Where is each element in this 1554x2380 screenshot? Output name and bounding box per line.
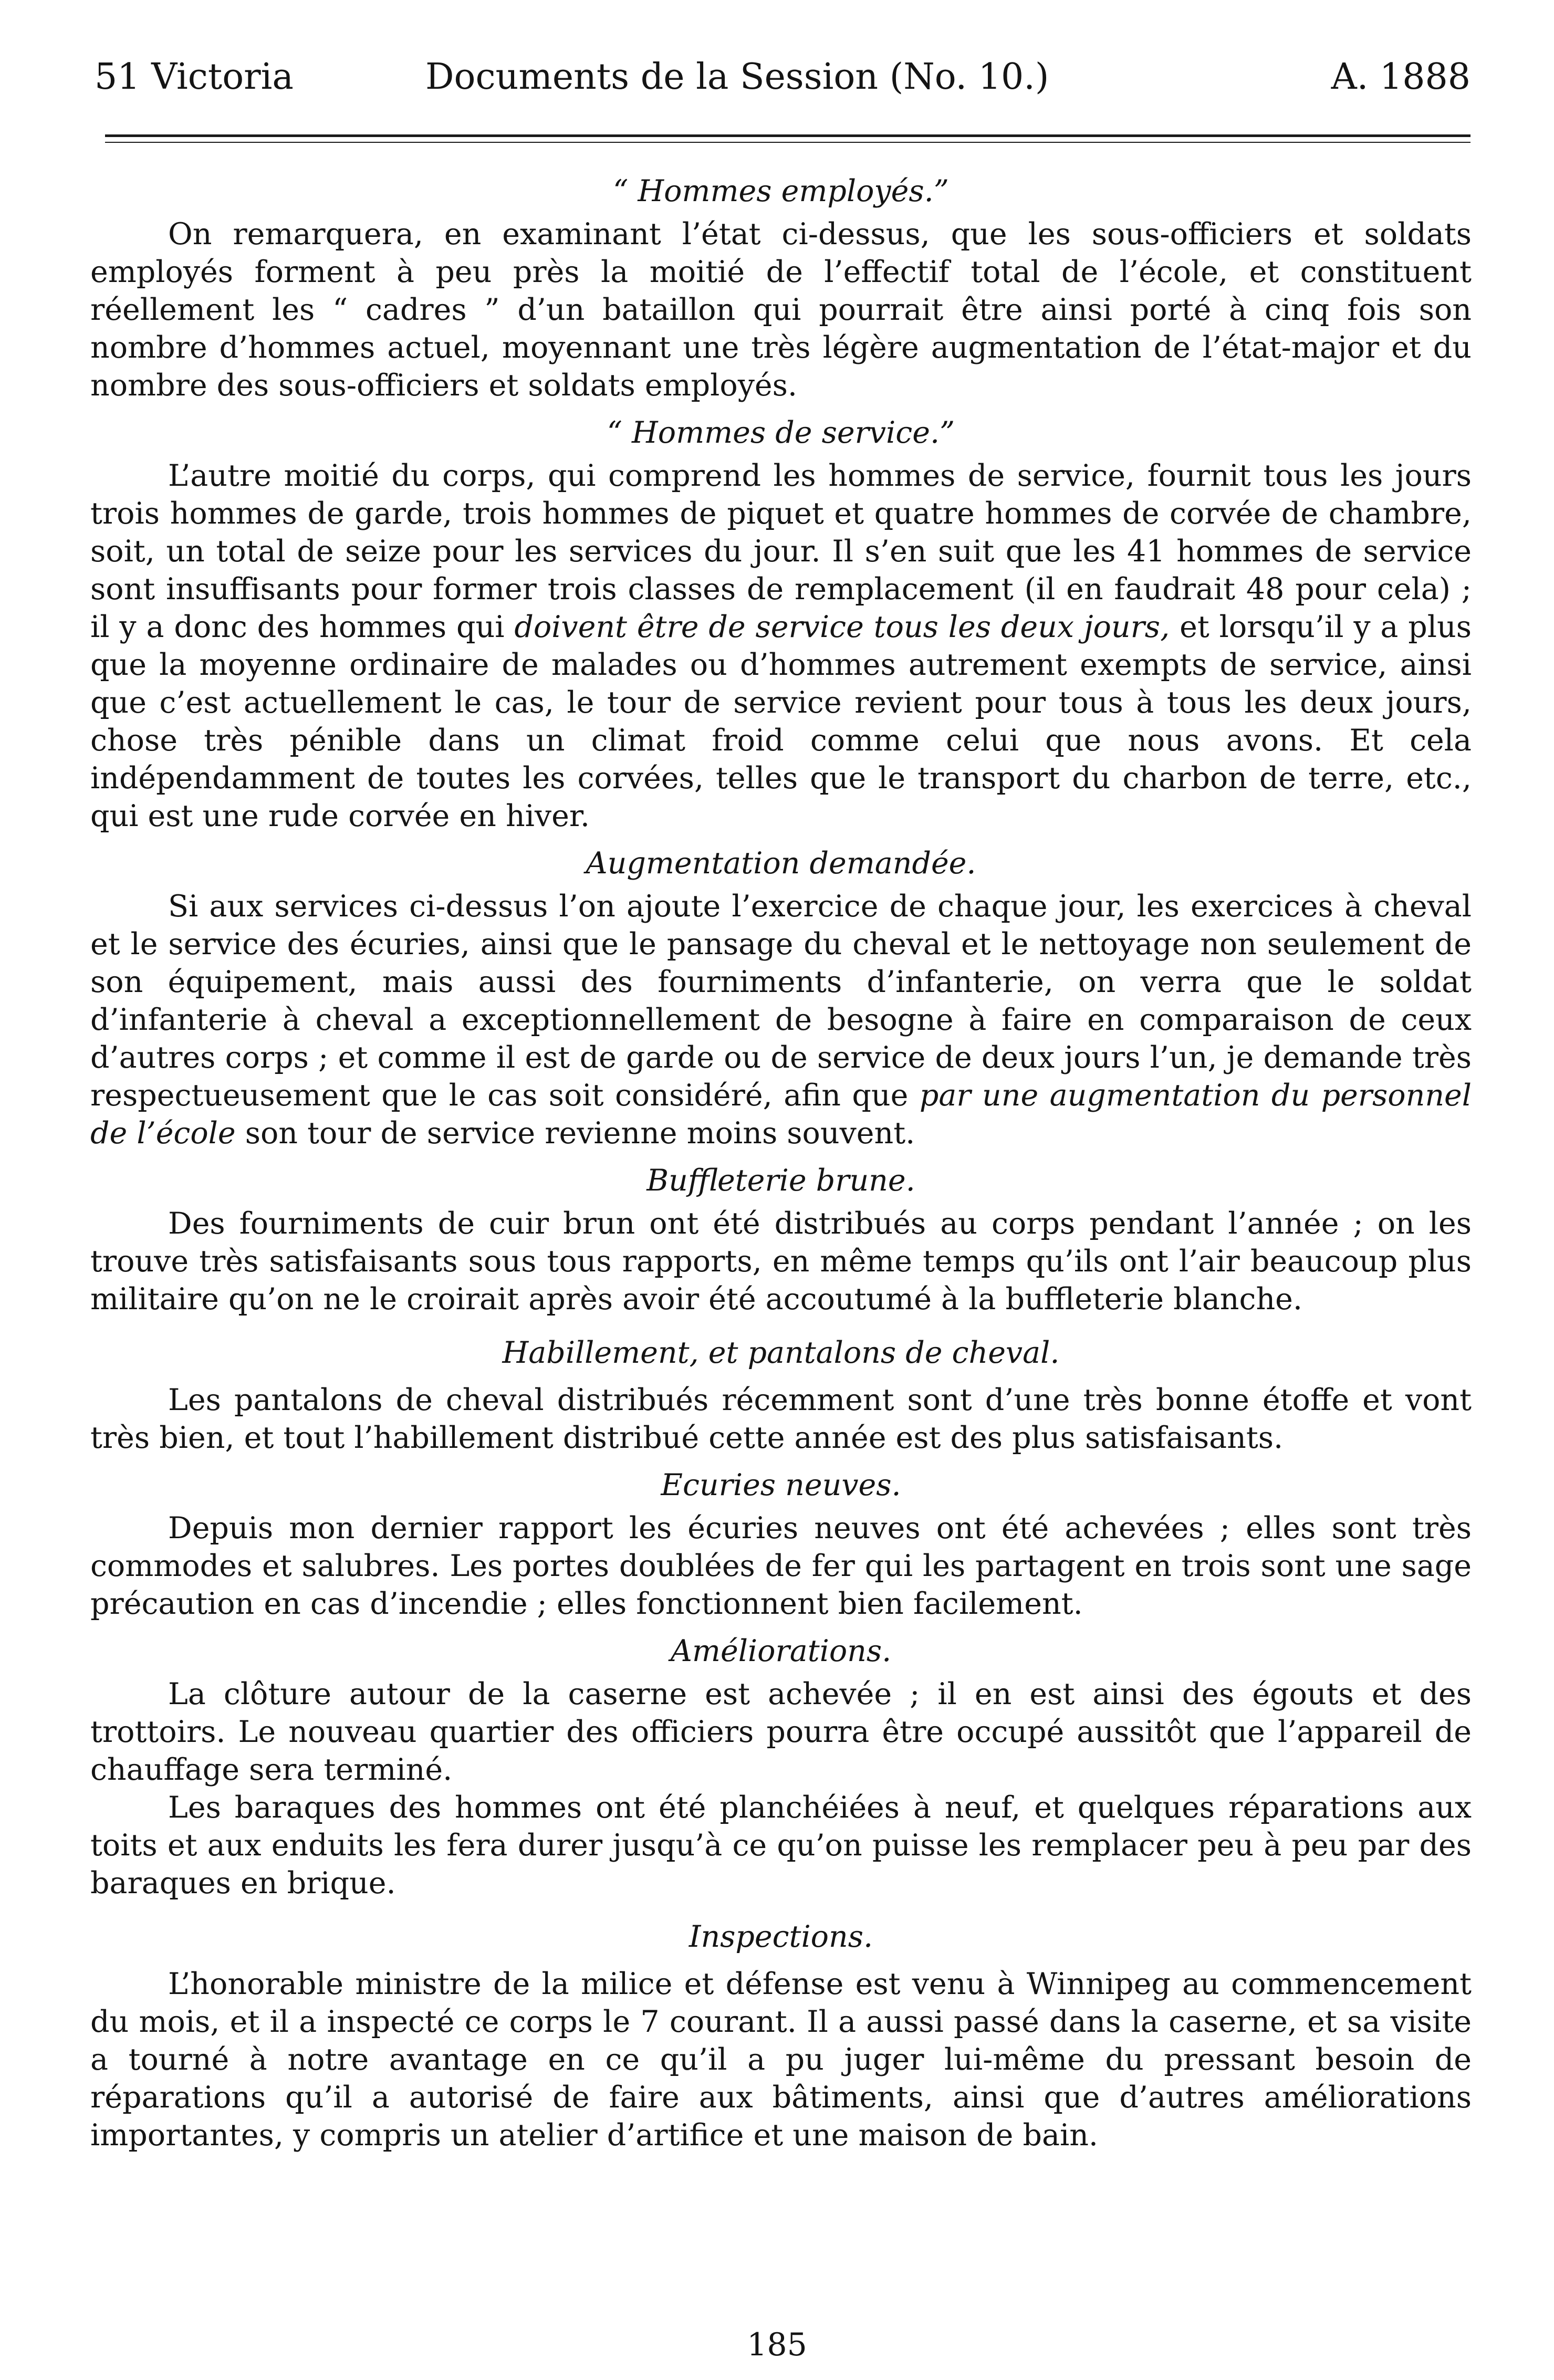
header-rule-thick [105, 134, 1470, 137]
emphasis-text: par une augmentation du personnel de l’école [90, 1078, 1472, 1151]
header-year: A. 1888 [1331, 56, 1470, 98]
heading-hommes-de-service: “ Hommes de service.” [607, 415, 955, 450]
heading-ecuries-neuves: Ecuries neuves. [661, 1468, 901, 1502]
heading-habillement: Habillement, et pantalons de cheval. [502, 1335, 1060, 1370]
paragraph-habillement: Les pantalons de cheval distribués récemment sont d’une très bonne étoffe et vont très bien, et tout l’habillement distribué cette année est des plus satisfaisants. [90, 1383, 1472, 1455]
heading-ameliorations: Améliorations. [670, 1634, 892, 1668]
heading-buffleterie-brune: Buffleterie brune. [646, 1163, 915, 1198]
paragraph-hommes-employes: On remarquera, en examinant l’état ci-dessus, que les sous-officiers et soldats employés forment à peu près la moitié de l’effectif total de l’école, et constituent réellement les “ cadres ” d’un bataillon qui pourrait être ainsi porté à cinq fois son nombre d’hommes actuel, moyennant une très légère augmentation de l’état-major et du nombre des sous-officiers et soldats employés. [90, 217, 1472, 403]
emphasis-text: doivent être de service tous les deux jours, [514, 610, 1170, 644]
heading-augmentation-demandee: Augmentation demandée. [586, 846, 976, 881]
paragraph-ameliorations-1: La clôture autour de la caserne est achevée ; il en est ainsi des égouts et des trottoirs. Le nouveau quartier des officiers pourra être occupé aussitôt que l’appareil de chauffage sera terminé. [90, 1677, 1472, 1787]
page-number: 185 [747, 2326, 807, 2363]
running-header [95, 48, 1470, 106]
document-body [90, 163, 1472, 2154]
paragraph-text: Si aux services ci-dessus l’on ajoute l’exercice de chaque jour, les exercices à cheval et le service des écuries, ainsi que le pansage du cheval et le nettoyage non seulement de son équipement, mais aussi des fourniments d’infanterie, on verra que le soldat d’infanterie à cheval a exceptionnellement de besogne à faire en comparaison de ceux d’autres corps ; et comme il est de garde ou de service de deux jours l’un, je demande très respectueusement que le cas soit considéré, afin que [90, 889, 1472, 1113]
paragraph-ameliorations-2: Les baraques des hommes ont été planchéiées à neuf, et quelques réparations aux toits et aux enduits les fera durer jusqu’à ce qu’on puisse les remplacer peu à peu par des baraques en brique. [90, 1790, 1472, 1901]
header-rule-thin [105, 142, 1470, 143]
heading-inspections: Inspections. [689, 1919, 873, 1954]
paragraph-inspections: L’honorable ministre de la milice et défense est venu à Winnipeg au commencement du mois, et il a inspecté ce corps le 7 courant. Il a aussi passé dans la caserne, et sa visite a tourné à notre avantage en ce qu’il a pu juger lui-même du pressant besoin de réparations qu’il a autorisé de faire aux bâtiments, ainsi que d’autres améliorations importantes, y compris un atelier d’artifice et une maison de bain. [90, 1967, 1472, 2153]
paragraph-text: son tour de service revienne moins souvent. [235, 1116, 915, 1151]
paragraph-buffleterie-brune: Des fourniments de cuir brun ont été distribués au corps pendant l’année ; on les trouve très satisfaisants sous tous rapports, en même temps qu’ils ont l’air beaucoup plus militaire qu’on ne le croirait après avoir été accoutumé à la buffleterie blanche. [90, 1206, 1472, 1317]
header-title: Documents de la Session (No. 10.) [425, 56, 1049, 98]
paragraph-ecuries-neuves: Depuis mon dernier rapport les écuries neuves ont été achevées ; elles sont très commodes et salubres. Les portes doublées de fer qui les partagent en trois sont une sage précaution en cas d’incendie ; elles fonctionnent bien facilement. [90, 1511, 1472, 1621]
header-volume: 51 Victoria [95, 56, 294, 98]
paragraph-text: L’autre moitié du corps, qui comprend les hommes de service, fournit tous les jours trois hommes de garde, trois hommes de piquet et quatre hommes de corvée de chambre, soit, un total de seize pour les services du jour. Il s’en suit que les 41 hommes de service sont insuffisants pour former trois classes de remplacement (il en faudrait 48 pour cela) ; il y a donc des hommes qui [90, 458, 1472, 644]
paragraph-hommes-de-service [90, 457, 1472, 835]
paragraph-text: et lorsqu’il y a plus que la moyenne ordinaire de malades ou d’hommes autrement exempts de service, ainsi que c’est actuellement le cas, le tour de service revient pour tous à tous les deux jours, chose très pénible dans un climat froid comme celui que nous avons. Et cela indépendamment de toutes les corvées, telles que le transport du charbon de terre, etc., qui est une rude corvée en hiver. [90, 610, 1472, 833]
paragraph-augmentation-demandee [90, 888, 1472, 1152]
heading-hommes-employes: “ Hommes employés.” [613, 174, 949, 208]
